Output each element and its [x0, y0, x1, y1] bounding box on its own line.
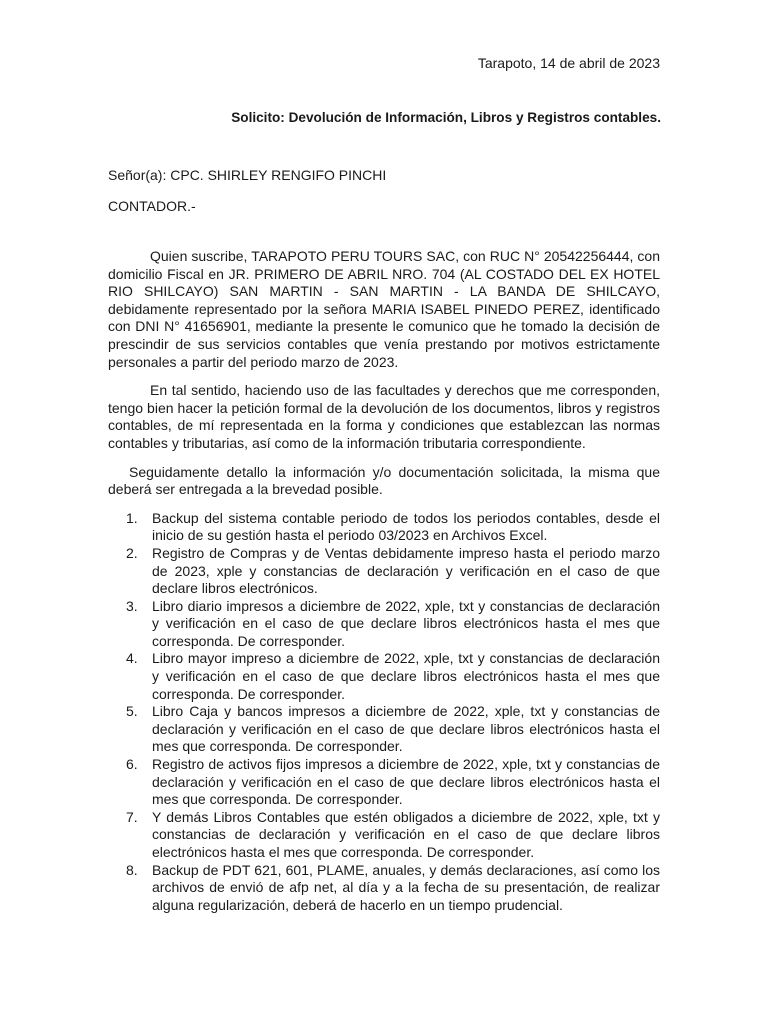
letter-recipient: Señor(a): CPC. SHIRLEY RENGIFO PINCHI [108, 167, 387, 183]
list-item [126, 597, 660, 651]
list-item-text: Registro de activos fijos impresos a diciembre de 2022, xple, txt y constancias de declaración y verificación en el caso de que declare libros electrónicos hasta el mes que corresponda. De corresponder. [152, 756, 660, 808]
requested-items-list [108, 510, 660, 915]
letter-date: Tarapoto, 14 de abril de 2023 [477, 55, 660, 71]
list-item-text: Backup del sistema contable periodo de todos los periodos contables, desde el inicio de su gestión hasta el periodo 03/2023 en Archivos Excel. [152, 509, 660, 544]
list-item [126, 650, 660, 703]
intro-paragraph: Quien suscribe, TARAPOTO PERU TOURS SAC, con RUC N° 20542256444, con domicilio Fiscal en JR. PRIMERO DE ABRIL NRO. 704 (AL COSTADO DEL EX HOTEL RIO SHILCAYO) SAN MARTIN - SAN MARTIN - LA BANDA DE SHILCAYO, debidamente representado por la señora MARIA ISABEL PINEDO PEREZ, identificado con DNI N° 41656901, mediante la presente le comunico que he tomado la decisión de prescindir de sus servicios contables que venía prestando por motivos estrictamente personales a partir del periodo marzo de 2023. [108, 248, 660, 370]
list-item [126, 509, 660, 545]
list-item-number: 6. [126, 756, 138, 773]
list-item [126, 861, 660, 915]
list-item-number: 1. [126, 509, 138, 526]
list-item [126, 756, 660, 809]
recipient-position: CONTADOR.- [108, 198, 196, 214]
list-item-text: Y demás Libros Contables que estén obligados a diciembre de 2022, xple, txt y constancias de declaración y verificación en el caso de que declare libros electrónicos hasta el mes que corresponda. De corresponder. [152, 808, 660, 860]
list-item [126, 544, 660, 598]
request-paragraph: En tal sentido, haciendo uso de las facultades y derechos que me corresponden, tengo bien hacer la petición formal de la devolución de los documentos, libros y registros contables, de mí representada en la forma y condiciones que establezcan las normas contables y tributarias, así como de la información tributaria correspondiente. [108, 382, 660, 451]
letter-subject: Solicito: Devolución de Información, Libros y Registros contables. [231, 110, 661, 125]
list-item-number: 7. [126, 808, 138, 825]
detail-paragraph: Seguidamente detallo la información y/o documentación solicitada, la misma que deberá ser entregada a la brevedad posible. [108, 463, 660, 498]
list-item-number: 4. [126, 650, 138, 667]
list-item-number: 5. [126, 703, 138, 720]
list-item-number: 2. [126, 544, 138, 561]
list-item-text: Libro diario impresos a diciembre de 2022, xple, txt y constancias de declaración y verificación en el caso de que declare libros electrónicos hasta el mes que corresponda. De corresponder. [152, 597, 660, 649]
list-item-text: Backup de PDT 621, 601, PLAME, anuales, y demás declaraciones, así como los archivos de envió de afp net, al día y a la fecha de su presentación, de realizar alguna regularización, deberá de hacerlo en un tiempo prudencial. [152, 861, 660, 913]
list-item-text: Registro de Compras y de Ventas debidamente impreso hasta el periodo marzo de 2023, xple y constancias de declaración y verificación en el caso de que declare libros electrónicos. [152, 544, 660, 597]
list-item-text: Libro mayor impreso a diciembre de 2022, xple, txt y constancias de declaración y verificación en el caso de que declare libros electrónicos hasta el mes que corresponda. De corresponder. [152, 650, 660, 702]
list-item-text: Libro Caja y bancos impresos a diciembre de 2022, xple, txt y constancias de declaración y verificación en el caso de que declare libros electrónicos hasta el mes que corresponda. De corresponder. [152, 703, 660, 755]
letter-body [108, 248, 660, 914]
list-item [126, 808, 660, 862]
list-item-number: 8. [126, 861, 138, 878]
list-item-number: 3. [126, 597, 138, 614]
list-item [126, 703, 660, 756]
